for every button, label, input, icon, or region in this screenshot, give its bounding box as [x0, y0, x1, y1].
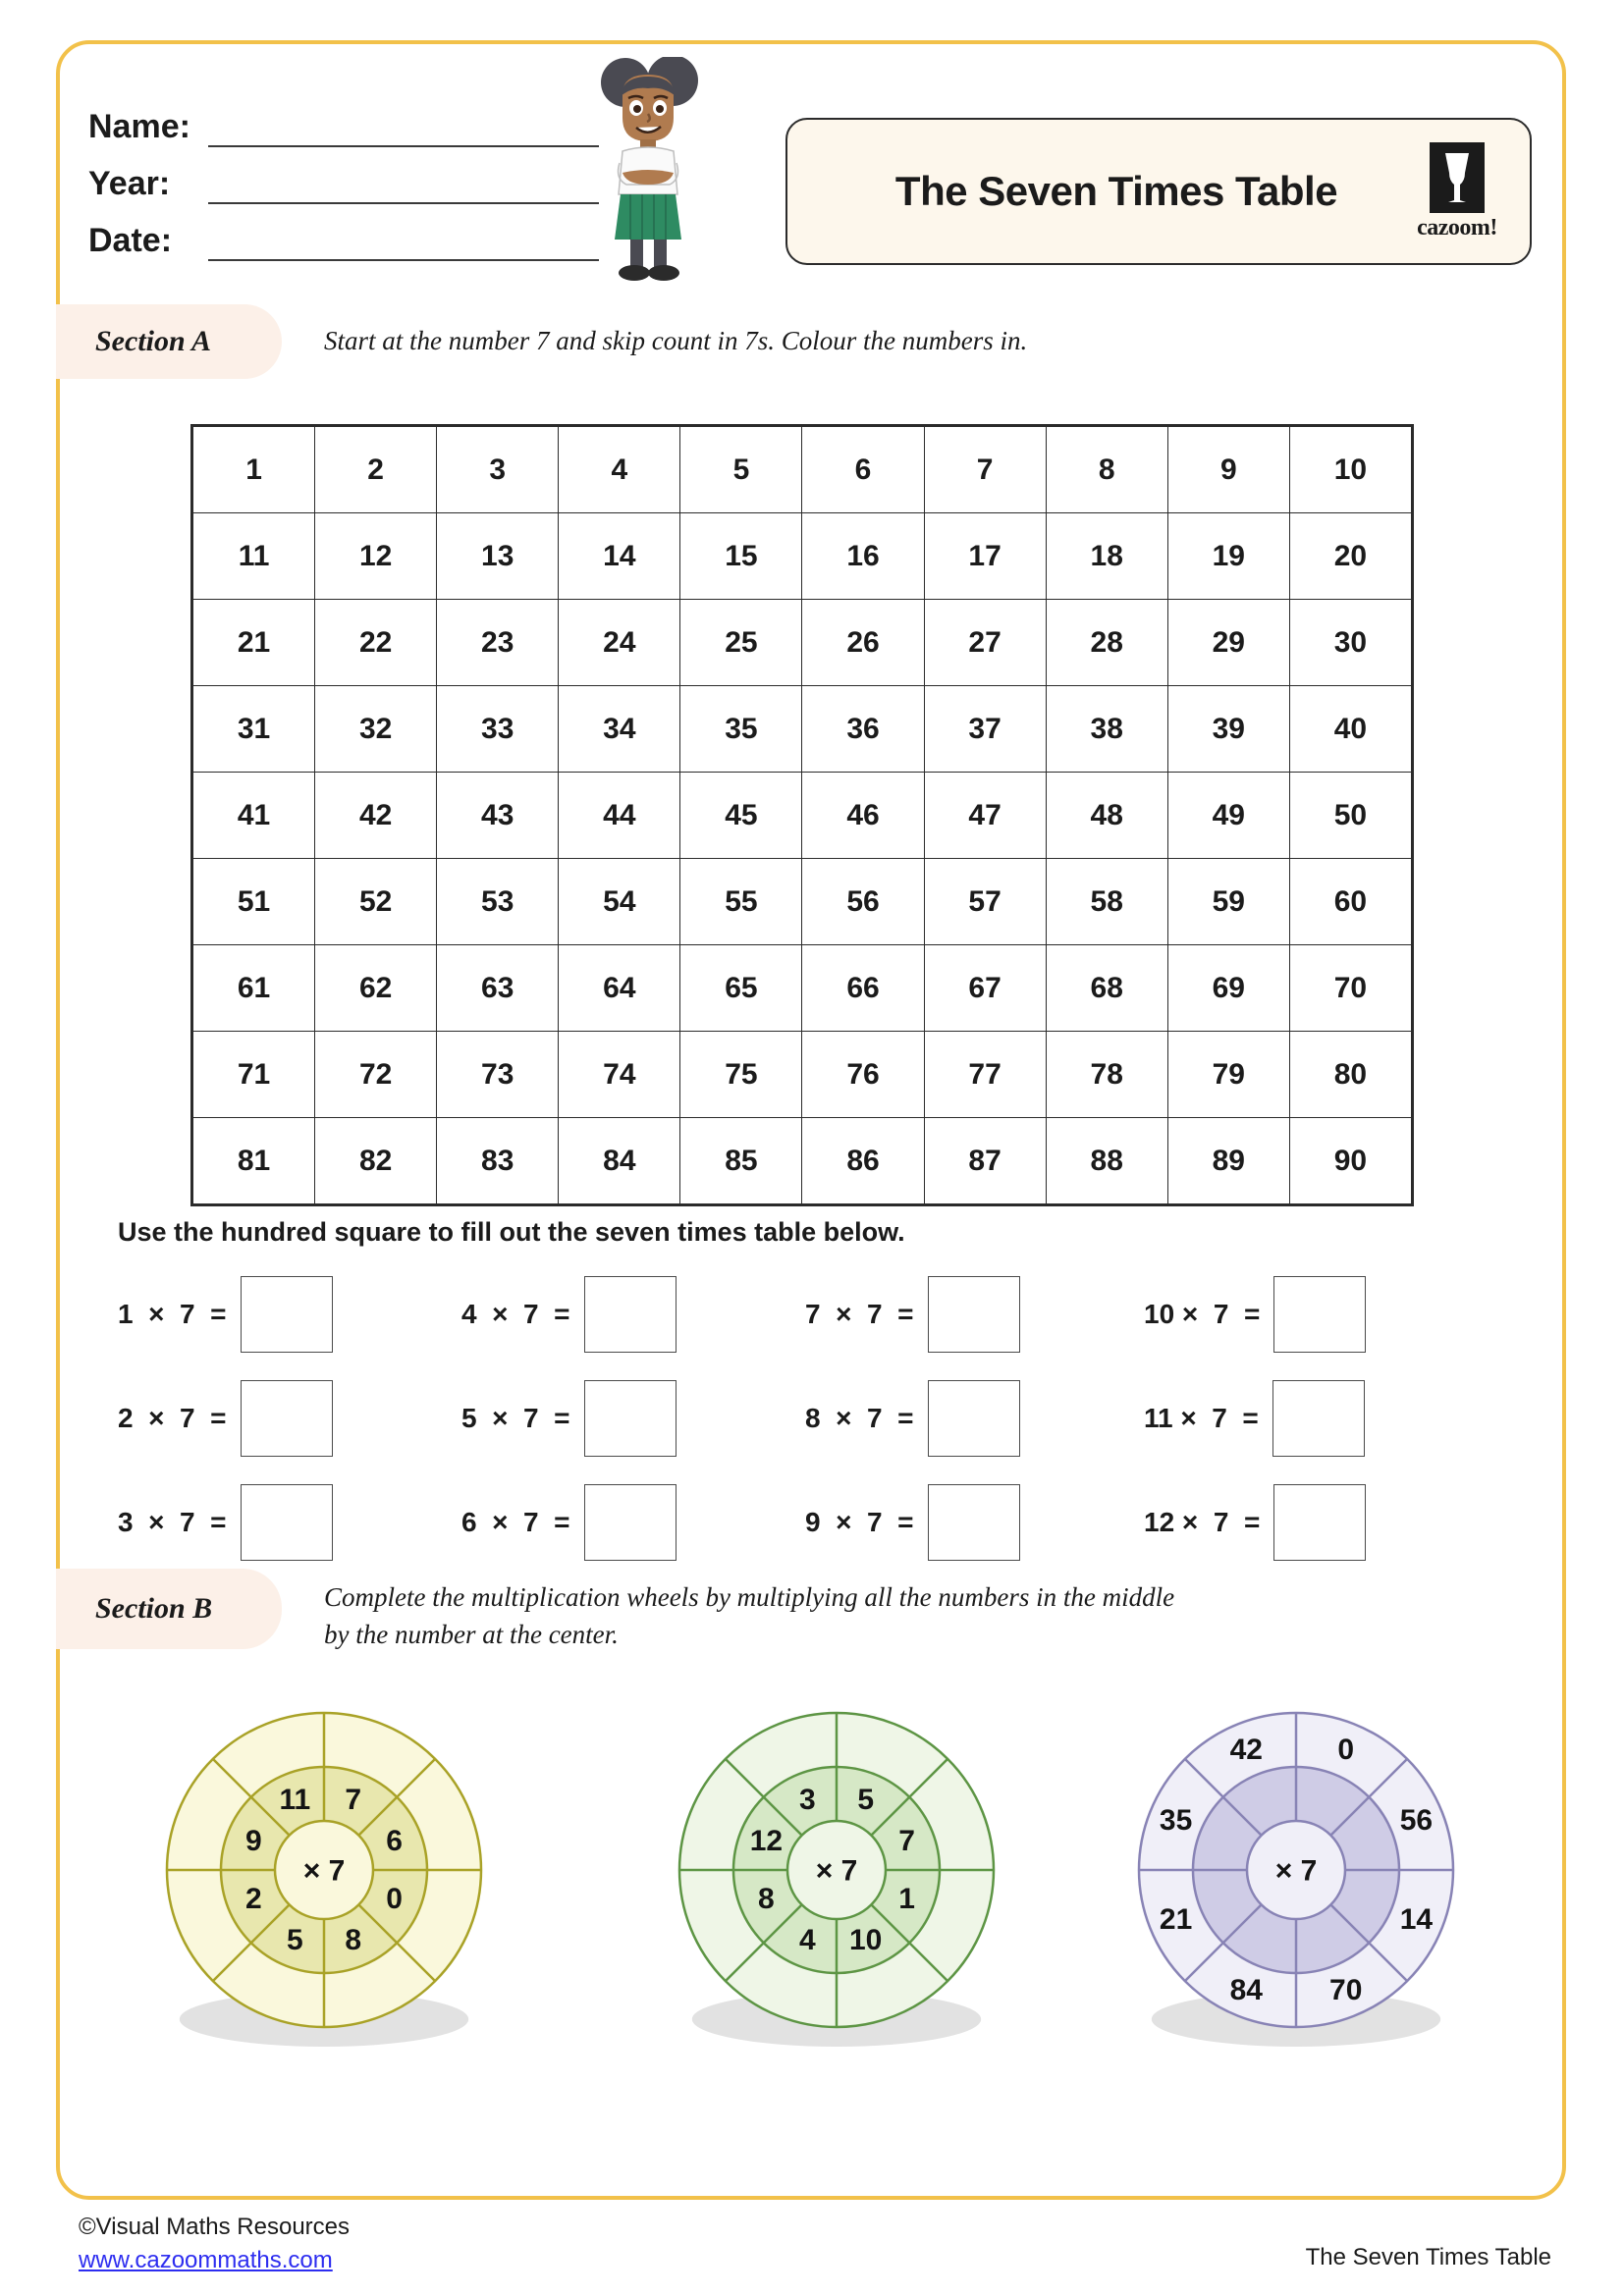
equation-expression: 5 × 7 = — [461, 1403, 570, 1433]
hundred-square-cell[interactable]: 63 — [437, 945, 559, 1032]
hundred-square-cell[interactable]: 83 — [437, 1118, 559, 1204]
hundred-square-cell[interactable]: 67 — [924, 945, 1046, 1032]
hundred-square-cell[interactable]: 37 — [924, 686, 1046, 773]
section-a-instruction: Start at the number 7 and skip count in 7s. Colour the numbers in. — [324, 326, 1028, 355]
wheel-inner-value[interactable]: 2 — [245, 1883, 262, 1916]
hundred-square-cell[interactable]: 53 — [437, 859, 559, 945]
hundred-square-cell[interactable]: 38 — [1046, 686, 1167, 773]
equation-answer-box[interactable] — [1273, 1484, 1366, 1561]
hundred-square-cell[interactable]: 25 — [680, 600, 802, 686]
hundred-square-cell[interactable]: 34 — [559, 686, 680, 773]
hundred-square-cell[interactable]: 66 — [802, 945, 924, 1032]
equation-answer-box[interactable] — [241, 1484, 333, 1561]
hundred-square-cell[interactable]: 9 — [1167, 427, 1289, 513]
equation-row — [118, 1276, 333, 1353]
hundred-square-cell[interactable]: 4 — [559, 427, 680, 513]
hundred-square-cell[interactable]: 5 — [680, 427, 802, 513]
wheel-inner-value[interactable]: 3 — [798, 1783, 816, 1816]
multiplication-wheels — [0, 1659, 1624, 2120]
hundred-square-cell[interactable]: 80 — [1289, 1032, 1411, 1118]
hundred-square-cell[interactable]: 71 — [193, 1032, 315, 1118]
hundred-square-cell[interactable]: 57 — [924, 859, 1046, 945]
hundred-square-cell[interactable]: 7 — [924, 427, 1046, 513]
date-label: Date: — [88, 222, 173, 259]
equation-row — [1144, 1484, 1366, 1561]
wheel-inner-value[interactable]: 5 — [857, 1783, 875, 1816]
hundred-square-cell[interactable]: 28 — [1046, 600, 1167, 686]
hundred-square-cell[interactable]: 52 — [315, 859, 437, 945]
hundred-square-cell[interactable]: 36 — [802, 686, 924, 773]
equation-answer-box[interactable] — [1273, 1276, 1366, 1353]
equation-answer-box[interactable] — [584, 1484, 677, 1561]
name-row — [88, 90, 619, 147]
equation-expression: 9 × 7 = — [805, 1507, 914, 1537]
equation-expression: 8 × 7 = — [805, 1403, 914, 1433]
hundred-square-cell[interactable]: 30 — [1289, 600, 1411, 686]
section-b-instruction — [324, 1578, 1483, 1653]
hundred-square-cell[interactable]: 74 — [559, 1032, 680, 1118]
hundred-square-cell[interactable]: 76 — [802, 1032, 924, 1118]
wheel-center-label: × 7 — [1274, 1854, 1318, 1888]
copyright-text: ©Visual Maths Resources — [79, 2214, 351, 2240]
hundred-square-cell[interactable]: 40 — [1289, 686, 1411, 773]
equation-answer-box[interactable] — [584, 1276, 677, 1353]
hundred-square-cell[interactable]: 35 — [680, 686, 802, 773]
hundred-square-cell[interactable]: 17 — [924, 513, 1046, 600]
equation-expression: 7 × 7 = — [805, 1299, 914, 1329]
wheel-green — [621, 1659, 1053, 2101]
hundred-square-cell[interactable]: 11 — [193, 513, 315, 600]
wheel-inner-value[interactable]: 8 — [345, 1924, 362, 1957]
wheel-inner-value[interactable]: 0 — [386, 1883, 403, 1916]
hundred-square-cell[interactable]: 46 — [802, 773, 924, 859]
hundred-square-cell[interactable]: 3 — [437, 427, 559, 513]
hundred-square-cell[interactable]: 2 — [315, 427, 437, 513]
equation-row — [461, 1484, 677, 1561]
year-input-line[interactable] — [208, 163, 599, 204]
hundred-square-cell[interactable]: 33 — [437, 686, 559, 773]
footer-left — [79, 2211, 350, 2277]
hundred-square-cell[interactable]: 75 — [680, 1032, 802, 1118]
hundred-square-cell[interactable]: 20 — [1289, 513, 1411, 600]
wheel-center-label: × 7 — [302, 1854, 346, 1888]
hundred-square-cell[interactable]: 10 — [1289, 427, 1411, 513]
wheel-outer-value[interactable]: 35 — [1159, 1803, 1193, 1837]
equation-expression: 11 × 7 = — [1144, 1403, 1259, 1433]
hundred-square-cell[interactable]: 50 — [1289, 773, 1411, 859]
wheel-outer-value[interactable]: 14 — [1399, 1903, 1434, 1937]
wheel-inner-value[interactable]: 12 — [749, 1824, 784, 1857]
hundred-square-cell[interactable]: 73 — [437, 1032, 559, 1118]
equation-expression: 1 × 7 = — [118, 1299, 227, 1329]
hundred-square-cell[interactable]: 41 — [193, 773, 315, 859]
hundred-square-cell[interactable]: 39 — [1167, 686, 1289, 773]
wheel-inner-value[interactable]: 11 — [279, 1783, 311, 1816]
name-input-line[interactable] — [208, 106, 599, 147]
hundred-square-table — [192, 426, 1412, 1204]
hundred-square-cell[interactable]: 45 — [680, 773, 802, 859]
year-label: Year: — [88, 165, 171, 202]
student-info-block — [88, 90, 619, 261]
hundred-square-cell[interactable]: 26 — [802, 600, 924, 686]
equation-row — [805, 1484, 1020, 1561]
hundred-square-cell[interactable]: 86 — [802, 1118, 924, 1204]
equation-expression: 4 × 7 = — [461, 1299, 570, 1329]
wheel-outer-value[interactable]: 0 — [1337, 1734, 1355, 1767]
wheel-center-label: × 7 — [815, 1854, 858, 1888]
fill-table-instruction: Use the hundred square to fill out the seven times table below. — [118, 1217, 905, 1247]
hundred-square-cell[interactable]: 27 — [924, 600, 1046, 686]
hundred-square-row — [193, 945, 1412, 1032]
hundred-square-cell[interactable]: 47 — [924, 773, 1046, 859]
wheel-inner-value[interactable]: 5 — [286, 1924, 303, 1957]
cazoom-glass-icon — [1430, 142, 1485, 213]
hundred-square-cell[interactable]: 62 — [315, 945, 437, 1032]
hundred-square — [190, 424, 1414, 1206]
wheel-inner-value[interactable]: 7 — [898, 1824, 915, 1857]
equation-row — [1144, 1380, 1365, 1457]
wheel-inner-value[interactable]: 8 — [758, 1883, 775, 1916]
hundred-square-row — [193, 773, 1412, 859]
hundred-square-cell[interactable]: 48 — [1046, 773, 1167, 859]
section-b-instruction-line-2: by the number at the center. — [324, 1620, 619, 1649]
equation-row — [805, 1276, 1020, 1353]
hundred-square-cell[interactable]: 85 — [680, 1118, 802, 1204]
hundred-square-cell[interactable]: 72 — [315, 1032, 437, 1118]
hundred-square-row — [193, 427, 1412, 513]
equation-row — [118, 1484, 333, 1561]
hundred-square-cell[interactable]: 32 — [315, 686, 437, 773]
hundred-square-cell[interactable]: 59 — [1167, 859, 1289, 945]
hundred-square-cell[interactable]: 82 — [315, 1118, 437, 1204]
hundred-square-cell[interactable]: 55 — [680, 859, 802, 945]
equation-expression: 10 × 7 = — [1144, 1299, 1261, 1329]
hundred-square-cell[interactable]: 87 — [924, 1118, 1046, 1204]
worksheet-title-box — [785, 118, 1532, 265]
date-input-line[interactable] — [208, 220, 599, 261]
hundred-square-cell[interactable]: 12 — [315, 513, 437, 600]
hundred-square-cell[interactable]: 69 — [1167, 945, 1289, 1032]
hundred-square-cell[interactable]: 23 — [437, 600, 559, 686]
hundred-square-cell[interactable]: 58 — [1046, 859, 1167, 945]
hundred-square-row — [193, 600, 1412, 686]
hundred-square-cell[interactable]: 42 — [315, 773, 437, 859]
hundred-square-cell[interactable]: 29 — [1167, 600, 1289, 686]
equation-row — [805, 1380, 1020, 1457]
hundred-square-cell[interactable]: 68 — [1046, 945, 1167, 1032]
section-b-tag: Section B — [56, 1569, 282, 1649]
hundred-square-cell[interactable]: 44 — [559, 773, 680, 859]
hundred-square-cell[interactable]: 64 — [559, 945, 680, 1032]
hundred-square-cell[interactable]: 54 — [559, 859, 680, 945]
hundred-square-cell[interactable]: 15 — [680, 513, 802, 600]
hundred-square-row — [193, 686, 1412, 773]
cazoom-wordmark: cazoom! — [1417, 214, 1497, 240]
date-row — [88, 204, 619, 261]
equation-row — [118, 1380, 333, 1457]
footer-doc-title: The Seven Times Table — [1305, 2244, 1551, 2270]
hundred-square-cell[interactable]: 24 — [559, 600, 680, 686]
section-a-tag: Section A — [56, 304, 282, 379]
wheel-inner-value[interactable]: 9 — [245, 1824, 262, 1857]
equation-answer-box[interactable] — [241, 1380, 333, 1457]
hundred-square-cell[interactable]: 49 — [1167, 773, 1289, 859]
hundred-square-cell[interactable]: 81 — [193, 1118, 315, 1204]
year-row — [88, 147, 619, 204]
hundred-square-cell[interactable]: 61 — [193, 945, 315, 1032]
wheel-inner-value[interactable]: 10 — [848, 1924, 883, 1957]
hundred-square-cell[interactable]: 31 — [193, 686, 315, 773]
hundred-square-cell[interactable]: 78 — [1046, 1032, 1167, 1118]
hundred-square-cell[interactable]: 19 — [1167, 513, 1289, 600]
equation-answer-box[interactable] — [928, 1276, 1020, 1353]
wheel-outer-value[interactable]: 84 — [1229, 1973, 1263, 2006]
hundred-square-cell[interactable]: 60 — [1289, 859, 1411, 945]
equation-expression: 6 × 7 = — [461, 1507, 570, 1537]
equation-row — [1144, 1276, 1366, 1353]
wheel-outer-value[interactable]: 56 — [1399, 1803, 1434, 1837]
wheel-purple — [1080, 1659, 1512, 2101]
hundred-square-cell[interactable]: 90 — [1289, 1118, 1411, 1204]
wheel-inner-value[interactable]: 6 — [386, 1824, 403, 1857]
hundred-square-row — [193, 1032, 1412, 1118]
equation-answer-box[interactable] — [928, 1380, 1020, 1457]
wheel-yellow — [108, 1659, 540, 2101]
hundred-square-cell[interactable]: 56 — [802, 859, 924, 945]
equation-row — [461, 1380, 677, 1457]
hundred-square-row — [193, 513, 1412, 600]
hundred-square-cell[interactable]: 79 — [1167, 1032, 1289, 1118]
hundred-square-cell[interactable]: 21 — [193, 600, 315, 686]
hundred-square-cell[interactable]: 1 — [193, 427, 315, 513]
website-link[interactable]: www.cazoommaths.com — [79, 2247, 333, 2273]
cazoom-logo — [1410, 142, 1504, 241]
wheel-outer-value[interactable]: 42 — [1229, 1734, 1263, 1767]
hundred-square-cell[interactable]: 77 — [924, 1032, 1046, 1118]
wheel-inner-value[interactable]: 4 — [798, 1924, 816, 1957]
hundred-square-cell[interactable]: 89 — [1167, 1118, 1289, 1204]
wheel-inner-value[interactable]: 7 — [345, 1783, 362, 1816]
hundred-square-cell[interactable]: 6 — [802, 427, 924, 513]
equation-answer-box[interactable] — [241, 1276, 333, 1353]
hundred-square-cell[interactable]: 14 — [559, 513, 680, 600]
hundred-square-cell[interactable]: 22 — [315, 600, 437, 686]
page-title: The Seven Times Table — [894, 168, 1338, 214]
wheel-inner-value[interactable]: 1 — [898, 1883, 915, 1916]
equation-expression: 12 × 7 = — [1144, 1507, 1261, 1537]
equation-answer-box[interactable] — [928, 1484, 1020, 1561]
hundred-square-cell[interactable]: 51 — [193, 859, 315, 945]
hundred-square-row — [193, 1118, 1412, 1204]
hundred-square-cell[interactable]: 70 — [1289, 945, 1411, 1032]
hundred-square-cell[interactable]: 43 — [437, 773, 559, 859]
wheel-outer-value[interactable]: 70 — [1329, 1973, 1363, 2006]
hundred-square-cell[interactable]: 13 — [437, 513, 559, 600]
wheel-outer-value[interactable]: 21 — [1159, 1903, 1193, 1937]
name-label: Name: — [88, 108, 190, 145]
hundred-square-cell[interactable]: 18 — [1046, 513, 1167, 600]
student-mascot-icon — [579, 57, 717, 283]
equation-row — [461, 1276, 677, 1353]
hundred-square-cell[interactable]: 84 — [559, 1118, 680, 1204]
hundred-square-row — [193, 859, 1412, 945]
worksheet-header — [88, 79, 1532, 275]
equation-answer-box[interactable] — [1272, 1380, 1365, 1457]
section-b-instruction-line-1: Complete the multiplication wheels by multiplying all the numbers in the middle — [324, 1582, 1175, 1612]
hundred-square-cell[interactable]: 65 — [680, 945, 802, 1032]
equation-answer-box[interactable] — [584, 1380, 677, 1457]
hundred-square-cell[interactable]: 16 — [802, 513, 924, 600]
hundred-square-cell[interactable]: 8 — [1046, 427, 1167, 513]
hundred-square-cell[interactable]: 88 — [1046, 1118, 1167, 1204]
equation-expression: 2 × 7 = — [118, 1403, 227, 1433]
equation-expression: 3 × 7 = — [118, 1507, 227, 1537]
